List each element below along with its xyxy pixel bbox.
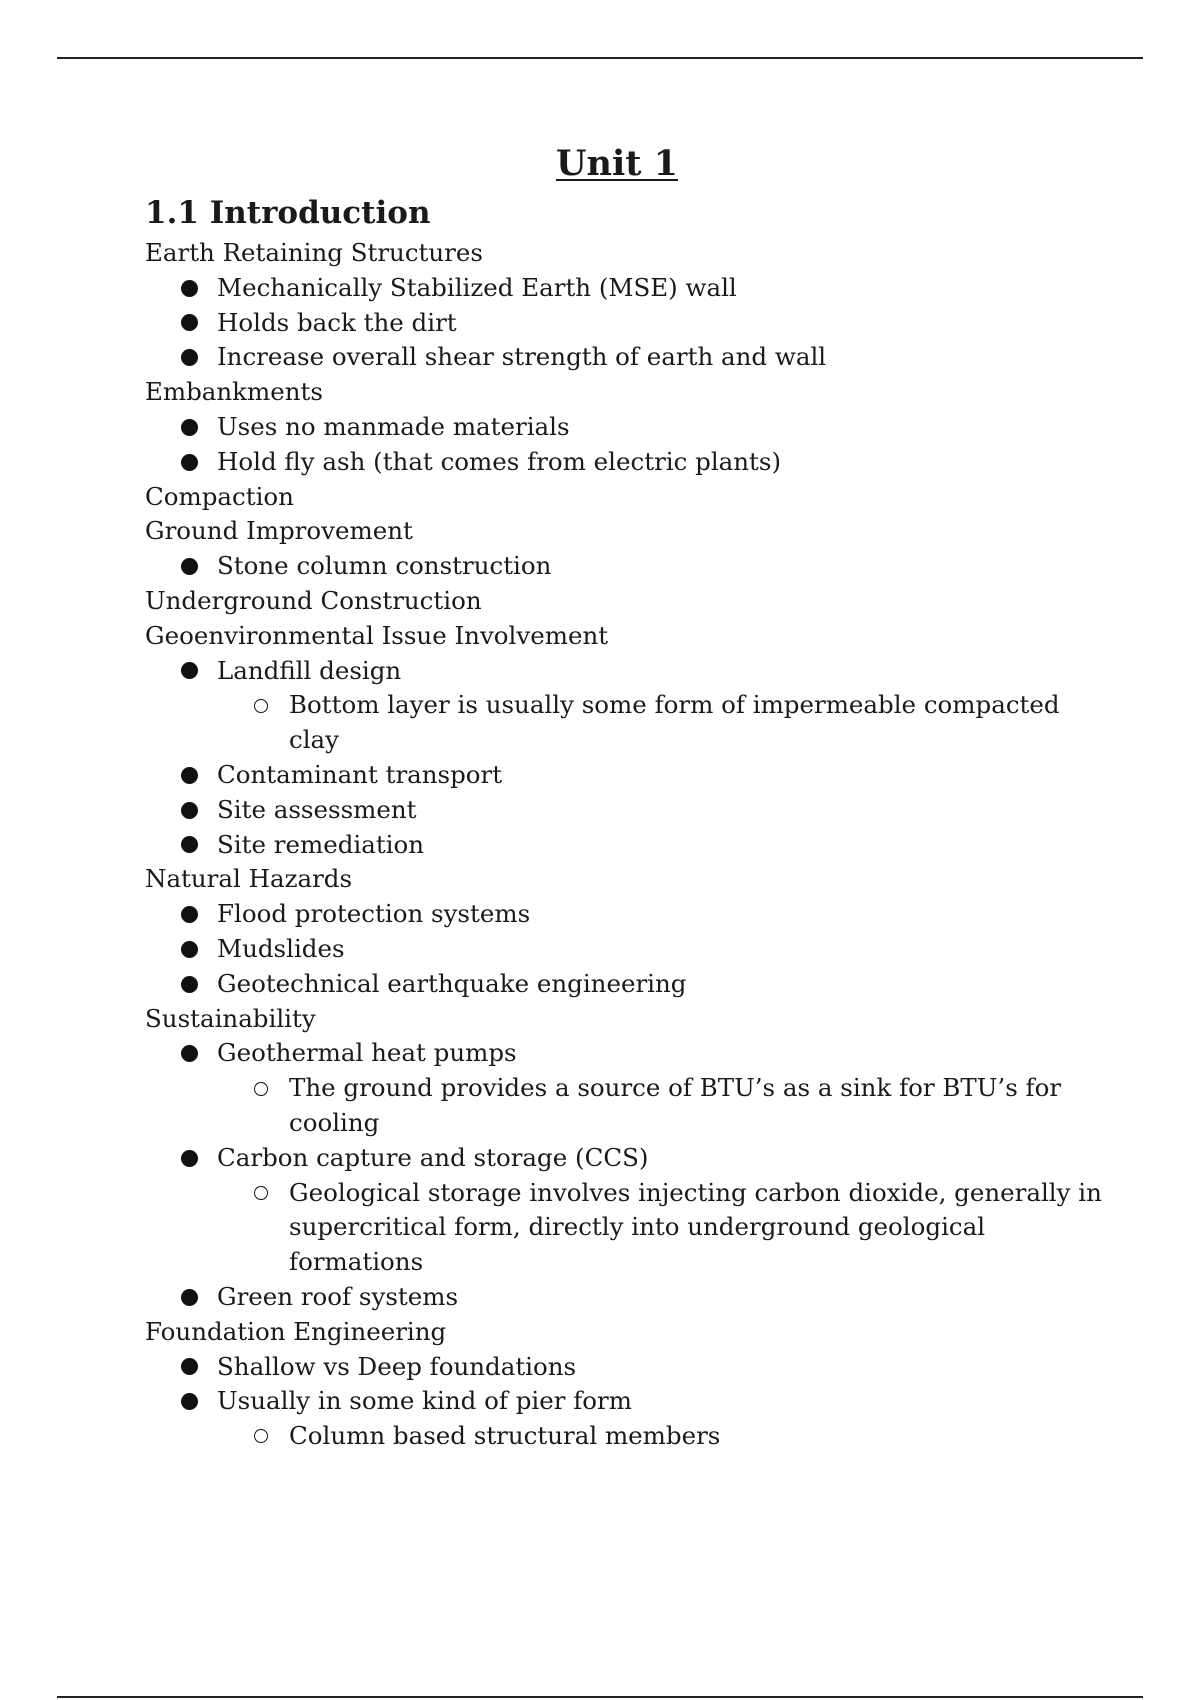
- filled-bullet-icon: [179, 1036, 199, 1071]
- list-item-text: Stone column construction: [217, 551, 552, 581]
- list-item: [217, 340, 1105, 375]
- filled-bullet-icon: [179, 1141, 199, 1176]
- topic-geoenvironmental-issue-involvement: Geoenvironmental Issue Involvement: [145, 620, 609, 650]
- list-item: [217, 1384, 1105, 1454]
- list-item-text: Mechanically Stabilized Earth (MSE) wall: [217, 272, 737, 302]
- list-item: [217, 932, 1105, 967]
- bullet-list: [145, 897, 1105, 1001]
- topic-sustainability: Sustainability: [145, 1003, 316, 1033]
- list-item-text: Hold fly ash (that comes from electric plants): [217, 446, 782, 476]
- sub-list-item: [289, 1176, 1105, 1280]
- list-item: [217, 654, 1105, 758]
- list-item-text: Shallow vs Deep foundations: [217, 1351, 577, 1381]
- bottom-rule: [57, 1696, 1143, 1698]
- filled-bullet-icon: [179, 549, 199, 584]
- hollow-bullet-icon: [251, 1071, 271, 1106]
- bullet-list: [145, 271, 1105, 375]
- list-item-text: Holds back the dirt: [217, 307, 457, 337]
- topic-compaction: Compaction: [145, 481, 294, 511]
- filled-bullet-icon: [179, 1350, 199, 1385]
- list-item-text: Site assessment: [217, 794, 417, 824]
- list-item-text: Site remediation: [217, 829, 425, 859]
- sub-bullet-list: [217, 688, 1105, 758]
- list-item: [217, 758, 1105, 793]
- list-item-text: Green roof systems: [217, 1281, 459, 1311]
- bullet-list: [145, 654, 1105, 863]
- list-item: [217, 897, 1105, 932]
- hollow-bullet-icon: [251, 1176, 271, 1211]
- filled-bullet-icon: [179, 897, 199, 932]
- list-item-text: Uses no manmade materials: [217, 411, 570, 441]
- list-item: [217, 549, 1105, 584]
- topic-foundation-engineering: Foundation Engineering: [145, 1316, 447, 1346]
- top-rule: [57, 57, 1143, 59]
- sub-list-item: [289, 1071, 1105, 1141]
- list-item-text: Usually in some kind of pier form: [217, 1386, 632, 1416]
- content-body: [145, 236, 1105, 1454]
- filled-bullet-icon: [179, 445, 199, 480]
- topic-embankments: Embankments: [145, 377, 323, 407]
- sub-list-item-text: The ground provides a source of BTU’s as a sink for BTU’s for cooling: [289, 1073, 1062, 1137]
- filled-bullet-icon: [179, 1280, 199, 1315]
- page-title: Unit 1: [556, 143, 678, 184]
- sub-bullet-list: [217, 1071, 1105, 1141]
- sub-list-item-text: Bottom layer is usually some form of impermeable compacted clay: [289, 690, 1060, 755]
- filled-bullet-icon: [179, 758, 199, 793]
- list-item-text: Geothermal heat pumps: [217, 1038, 517, 1068]
- list-item-text: Increase overall shear strength of earth and wall: [217, 342, 827, 372]
- list-item: [217, 1280, 1105, 1315]
- filled-bullet-icon: [179, 967, 199, 1002]
- sub-list-item-text: Geological storage involves injecting carbon dioxide, generally in supercritical form, directly into underground geological formations: [289, 1177, 1102, 1277]
- filled-bullet-icon: [179, 340, 199, 375]
- filled-bullet-icon: [179, 654, 199, 689]
- topic-earth-retaining-structures: Earth Retaining Structures: [145, 238, 483, 267]
- list-item: [217, 445, 1105, 480]
- list-item: [217, 793, 1105, 828]
- section-heading: 1.1 Introduction: [145, 195, 431, 231]
- hollow-bullet-icon: [251, 688, 271, 723]
- bullet-list: [145, 549, 1105, 584]
- list-item-text: Landfill design: [217, 655, 402, 685]
- list-item: [217, 271, 1105, 306]
- sub-list-item-text: Column based structural members: [289, 1421, 721, 1451]
- list-item-text: Flood protection systems: [217, 899, 531, 929]
- list-item-text: Carbon capture and storage (CCS): [217, 1142, 649, 1172]
- filled-bullet-icon: [179, 306, 199, 341]
- topic-ground-improvement: Ground Improvement: [145, 516, 413, 546]
- filled-bullet-icon: [179, 932, 199, 967]
- bullet-list: [145, 410, 1105, 480]
- list-item: [217, 410, 1105, 445]
- hollow-bullet-icon: [251, 1419, 271, 1454]
- list-item: [217, 1141, 1105, 1280]
- topic-natural-hazards: Natural Hazards: [145, 864, 353, 894]
- list-item: [217, 306, 1105, 341]
- filled-bullet-icon: [179, 793, 199, 828]
- sub-list-item: [289, 1419, 1105, 1454]
- list-item: [217, 1350, 1105, 1385]
- sub-list-item: [289, 688, 1105, 758]
- filled-bullet-icon: [179, 410, 199, 445]
- list-item: [217, 828, 1105, 863]
- bullet-list: [145, 1036, 1105, 1314]
- topic-underground-construction: Underground Construction: [145, 585, 482, 615]
- filled-bullet-icon: [179, 1384, 199, 1419]
- list-item-text: Mudslides: [217, 933, 345, 963]
- sub-bullet-list: [217, 1419, 1105, 1454]
- filled-bullet-icon: [179, 271, 199, 306]
- bullet-list: [145, 1350, 1105, 1454]
- filled-bullet-icon: [179, 828, 199, 863]
- list-item-text: Geotechnical earthquake engineering: [217, 968, 687, 998]
- list-item: [217, 1036, 1105, 1140]
- sub-bullet-list: [217, 1176, 1105, 1280]
- list-item: [217, 967, 1105, 1002]
- list-item-text: Contaminant transport: [217, 759, 503, 789]
